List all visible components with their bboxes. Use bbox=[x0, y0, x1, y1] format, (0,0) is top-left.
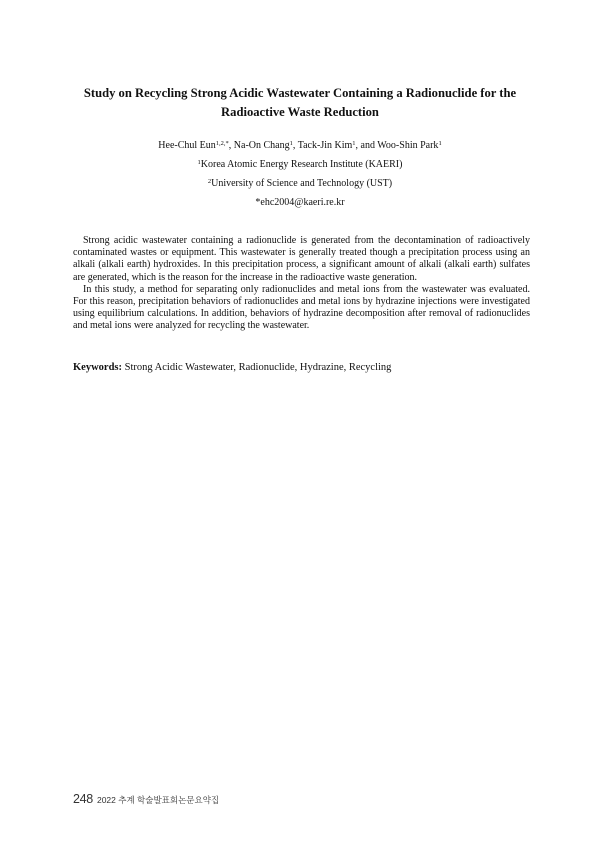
keywords bbox=[73, 361, 530, 374]
title-line-1: Study on Recycling Strong Acidic Wastewater Containing a Radionuclide for the bbox=[83, 86, 517, 100]
author-separator: , and bbox=[355, 140, 378, 151]
author-affiliation-mark: 1,2,* bbox=[215, 140, 229, 147]
affiliation-2 bbox=[60, 178, 540, 190]
publication-name: 2022 추계 학술발표회논문요약집 bbox=[96, 795, 220, 805]
page-footer bbox=[73, 790, 219, 808]
affiliation-mark: 1 bbox=[197, 159, 201, 166]
affiliation-text: Korea Atomic Energy Research Institute (KAERI) bbox=[200, 159, 403, 170]
author-name: Tack-Jin Kim bbox=[297, 140, 353, 151]
author-name: Woo-Shin Park bbox=[377, 140, 439, 151]
abstract-paragraph: In this study, a method for separating only radionuclides and metal ions from the wastewater was evaluated. For this reason, precipitation behaviors of radionuclides and metal ions by hydrazine injections were investigated using equilibrium calculations. In addition, behaviors of hydrazine decomposition after removal of radionuclides and metal ions were analyzed for recycling the wastewater. bbox=[73, 283, 530, 332]
keywords-label: Keywords: bbox=[73, 362, 122, 373]
page-number: 248 bbox=[73, 792, 93, 806]
paper-title bbox=[60, 84, 540, 122]
keywords-text: Strong Acidic Wastewater, Radionuclide, Hydrazine, Recycling bbox=[122, 362, 392, 373]
author-affiliation-mark: 1 bbox=[352, 140, 356, 147]
author-affiliation-mark: 1 bbox=[289, 140, 293, 147]
affiliation-text: University of Science and Technology (UST) bbox=[211, 178, 393, 189]
author-name: Na-On Chang bbox=[233, 140, 290, 151]
author-list bbox=[60, 140, 540, 152]
corresponding-email: *ehc2004@kaeri.re.kr bbox=[255, 197, 345, 208]
author-separator: , bbox=[292, 140, 298, 151]
affiliation-mark: 2 bbox=[207, 178, 212, 185]
abstract-body bbox=[73, 235, 530, 333]
author-separator: , bbox=[228, 140, 234, 151]
author-affiliation-mark: 1 bbox=[438, 140, 442, 147]
title-line-2: Radioactive Waste Reduction bbox=[221, 105, 379, 119]
author-name: Hee-Chul Eun bbox=[158, 140, 216, 151]
abstract-paragraph: Strong acidic wastewater containing a radionuclide is generated from the decontamination of radioactively contaminated wastes or equipment. This wastewater is generally treated though a precipitation process using an alkali (alkali earth) hydroxides. In this precipitation process, a significant amount of alkali (alkali earth) sulfates are generated, which is the reason for the increase in the radioactive waste generation. bbox=[73, 235, 530, 283]
affiliation-1 bbox=[60, 159, 540, 171]
